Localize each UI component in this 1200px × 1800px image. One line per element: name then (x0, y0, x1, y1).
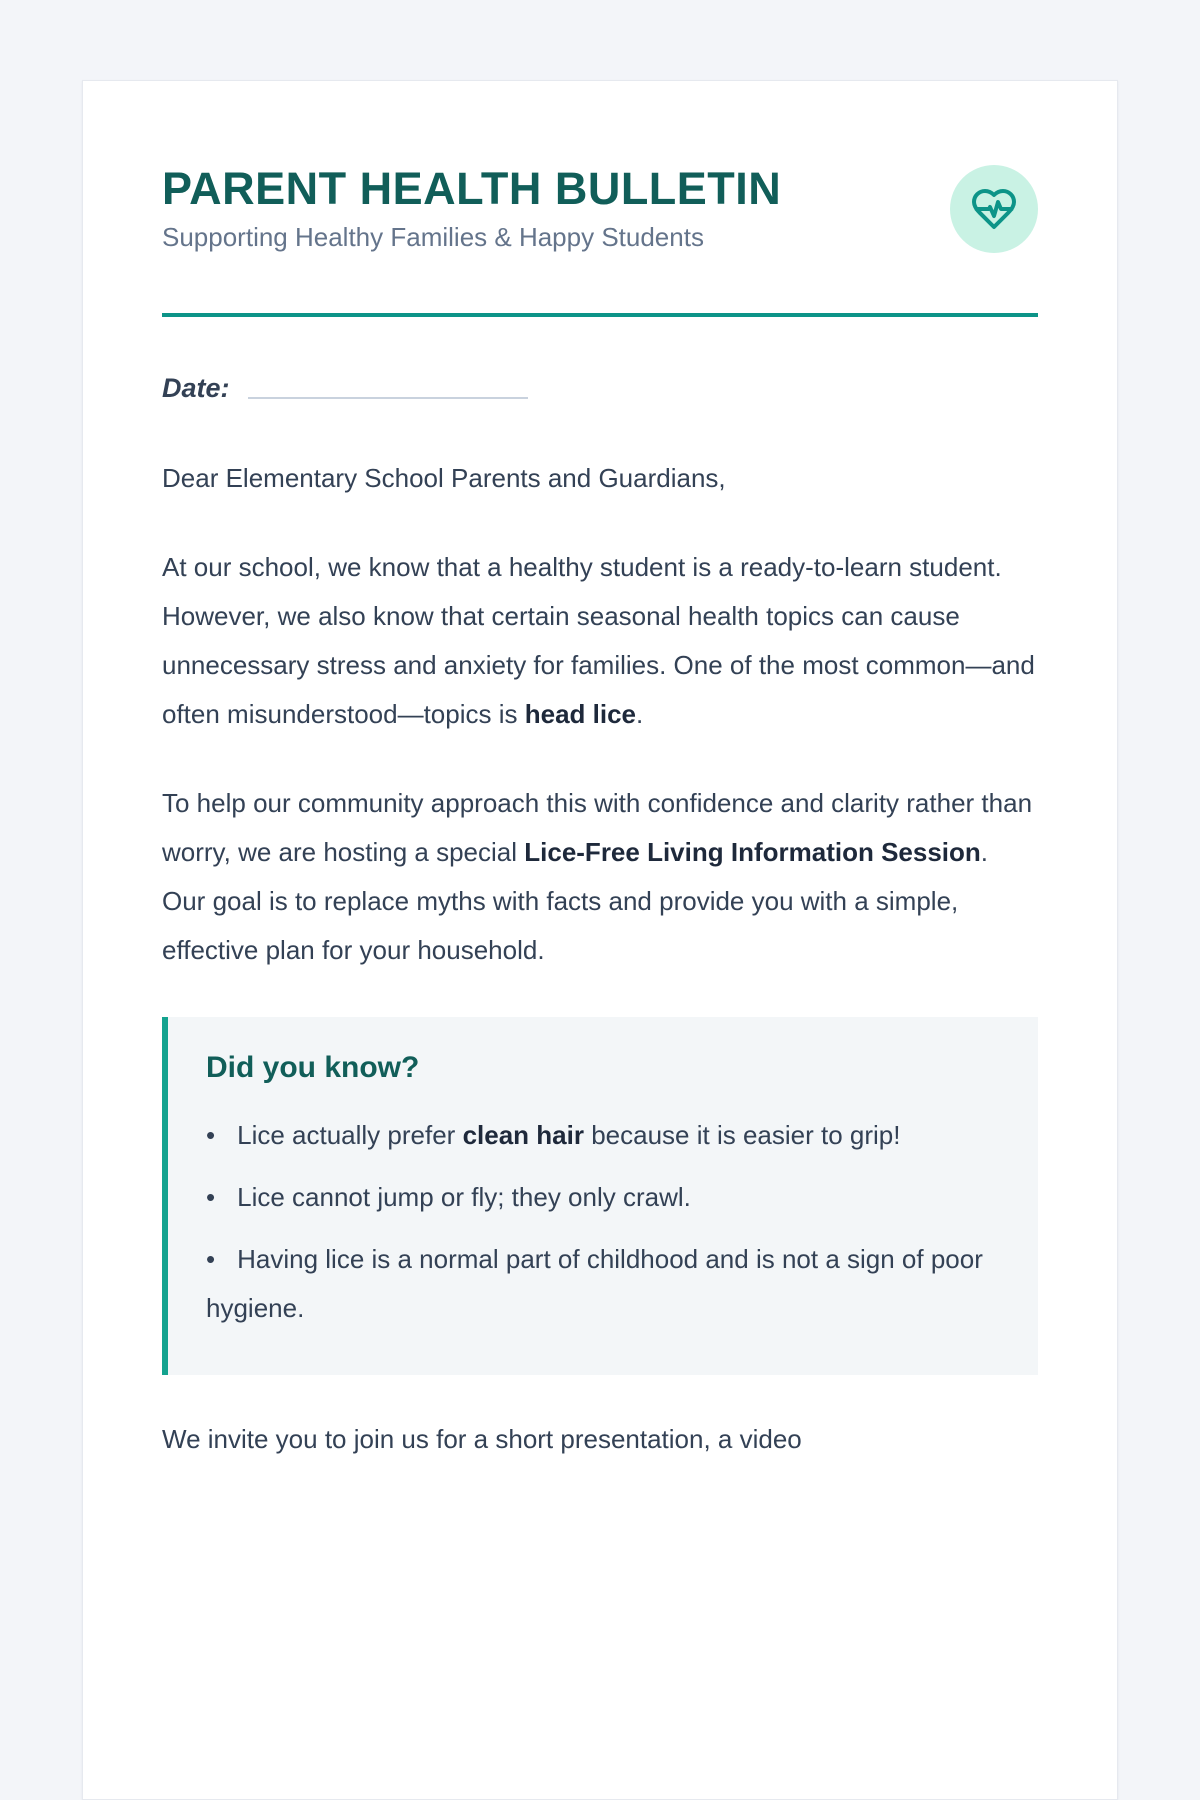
paragraph-session-bold: Lice-Free Living Information Session (524, 837, 981, 868)
letter-body (162, 454, 1038, 1464)
bullet-text: Lice actually prefer (237, 1120, 463, 1151)
masthead-text (162, 165, 781, 253)
paragraph-session-end: . Our goal is to replace myths with facts and provide you with a simple, effective plan for your household. (162, 837, 989, 966)
date-row (162, 373, 1038, 404)
bullet-dot: • (206, 1244, 216, 1275)
bullet-bold: clean hair (462, 1120, 584, 1151)
paragraph-session (162, 779, 1038, 975)
list-item (206, 1235, 994, 1333)
callout-bullet-list (206, 1111, 994, 1333)
heart-pulse-icon (950, 165, 1038, 253)
callout-heading: Did you know? (206, 1051, 420, 1085)
paragraph-session-text: To help our community approach this with confidence and clarity rather than worry, we are hosting a special (162, 788, 1033, 868)
date-fill-in-line (248, 397, 528, 399)
bullet-dot: • (206, 1120, 216, 1151)
paragraph-invite: We invite you to join us for a short presentation, a video (162, 1424, 802, 1455)
bullet-text: Having lice is a normal part of childhood and is not a sign of poor hygiene. (206, 1244, 983, 1324)
paragraph-intro-bold: head lice (524, 699, 637, 730)
bullet-dot: • (206, 1182, 216, 1213)
did-you-know-callout (162, 1017, 1038, 1375)
paragraph-intro (162, 543, 1038, 739)
list-item (206, 1173, 994, 1222)
bullet-text-end: because it is easier to grip! (583, 1120, 901, 1151)
salutation: Dear Elementary School Parents and Guardians, (162, 463, 726, 494)
list-item (206, 1111, 994, 1160)
paragraph-intro-text: At our school, we know that a healthy student is a ready-to-learn student. However, we also know that certain seasonal health topics can cause unnecessary stress and anxiety for families. One of the most common—and often misunderstood—topics is (162, 552, 1035, 730)
date-label: Date: (162, 373, 230, 404)
bullet-text: Lice cannot jump or fly; they only crawl. (237, 1182, 691, 1213)
page-subtitle: Supporting Healthy Families & Happy Students (162, 222, 704, 253)
paragraph-intro-end: . (636, 699, 644, 730)
masthead (162, 165, 1038, 253)
divider-rule (162, 313, 1038, 317)
bulletin-card (82, 80, 1118, 1800)
page-title: PARENT HEALTH BULLETIN (162, 163, 782, 214)
